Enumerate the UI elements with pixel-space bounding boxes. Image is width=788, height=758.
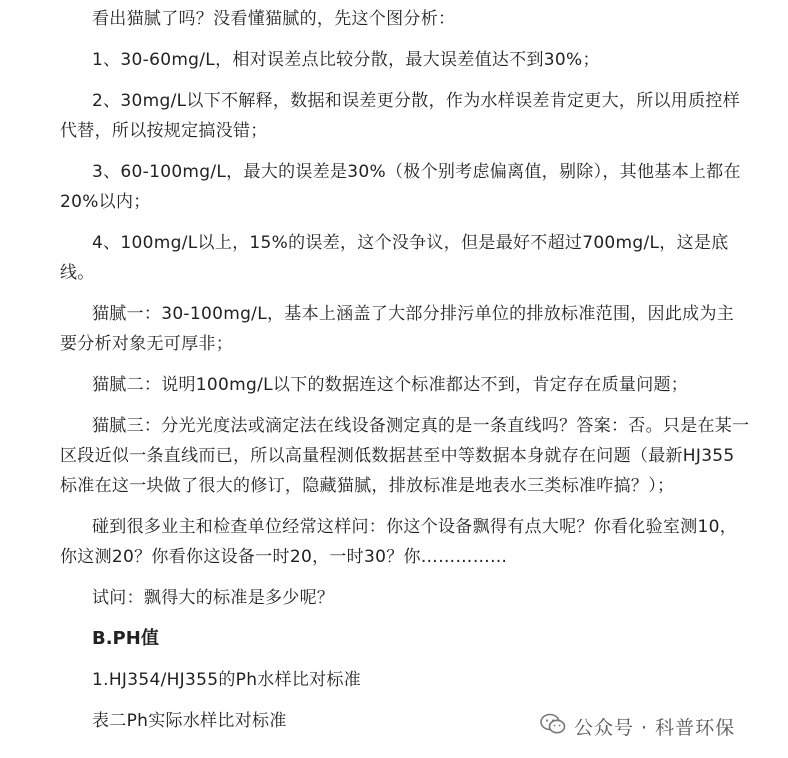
paragraph-questions: 碰到很多业主和检查单位经常这样问：你这个设备飘得有点大呢？你看化验室测10，你这测20？你看你这设备一时20，一时30？你…………… (60, 517, 738, 567)
section-heading: B.PH值 (92, 628, 159, 649)
paragraph-trick-3: 猫腻三：分光光度法或滴定法在线设备测定真的是一条直线吗？答案：否。只是在某一区段近似一条直线而已，所以高量程测低数据甚至中等数据本身就存在问题（最新HJ355标准在这一块做了很大的修订，隐藏猫腻，排放标准是地表水三类标准咋搞？）； (60, 416, 750, 496)
paragraph-table-caption: 表二Ph实际水样比对标准 (92, 711, 287, 731)
paragraph-intro: 看出猫腻了吗？没看懂猫腻的，先这个图分析： (92, 9, 456, 29)
paragraph-point-4: 4、100mg/L以上，15%的误差，这个没争议，但是最好不超过700mg/L，这是底线。 (60, 233, 729, 283)
paragraph-trick-2: 猫腻二：说明100mg/L以下的数据连这个标准都达不到，肯定存在质量问题； (92, 375, 689, 395)
paragraph-trick-1: 猫腻一：30-100mg/L，基本上涵盖了大部分排污单位的排放标准范围，因此成为主要分析对象无可厚非； (60, 304, 735, 354)
paragraph-ph-standard: 1.HJ354/HJ355的Ph水样比对标准 (92, 670, 362, 690)
watermark-text: 公众号 · 科普环保 (574, 716, 736, 739)
paragraph-point-2: 2、30mg/L以下不解释，数据和误差更分散，作为水样误差肯定更大，所以用质控样代替，所以按规定搞没错； (60, 91, 740, 141)
paragraph-point-1: 1、30-60mg/L，相对误差点比较分散，最大误差值达不到30%； (92, 50, 600, 70)
paragraph-ask: 试问：飘得大的标准是多少呢？ (92, 588, 335, 608)
wechat-watermark (540, 712, 735, 740)
article-body (60, 4, 750, 747)
wechat-icon (540, 713, 574, 740)
paragraph-point-3: 3、60-100mg/L，最大的误差是30%（极个别考虑偏离值，剔除），其他基本上都在20%以内； (60, 162, 741, 212)
